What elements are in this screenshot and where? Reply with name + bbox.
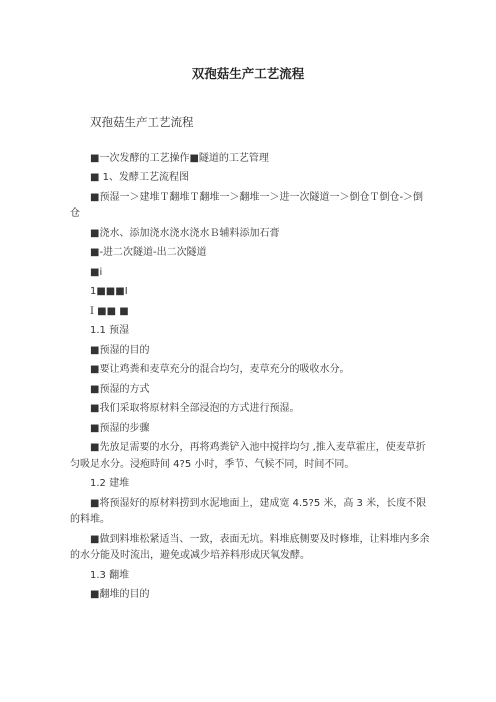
body-line: ■ 1、发酵工艺流程图 <box>90 172 189 183</box>
body-line: ■浇水、添加浇水浇水浇水Ｂ辅料添加石膏 <box>90 227 280 239</box>
body-line: ■预湿的方式 <box>90 383 150 395</box>
body-line: ■i <box>90 266 103 278</box>
body-paragraph: ■做到料堆松紧适当、一致，表面无坑。料堆底侧要及时修堆，让料堆内多余的水分能及时流出，避免或减少培养料形成厌氧发酵。 <box>70 533 430 561</box>
body-line: I ■■ ■ <box>90 305 129 317</box>
body-line: 1■■■I <box>90 286 128 297</box>
page-title: 双孢菇生产工艺流程 <box>191 66 305 81</box>
section-heading: 1.1 预湿 <box>90 325 130 336</box>
section-heading: 1.3 翻堆 <box>90 569 130 581</box>
body-line: ■预湿的目的 <box>90 344 150 356</box>
body-line: ■翻堆的目的 <box>90 589 150 600</box>
body-line: ■预湿一＞建堆Ｔ翻堆Ｔ翻堆一＞翻堆一＞进一次隧道一＞倒仓Ｔ倒仓-＞倒仓 <box>70 191 424 219</box>
body-paragraph: ■将预湿好的原材料捞到水泥地面上，建成宽 4.5?5 米，高 3 米，长度不限的料堆。 <box>70 497 427 525</box>
body-line: ■要让鸡粪和麦草充分的混合均匀，麦草充分的吸收水分。 <box>90 364 350 375</box>
body-line: ■我们采取将原材料全部浸泡的方式进行预湿。 <box>90 403 300 414</box>
document-body <box>70 114 432 604</box>
body-line: ■一次发酵的工艺操作■隧道的工艺管理 <box>90 152 269 164</box>
section-heading: 1.2 建堆 <box>90 478 130 489</box>
body-line: ■预湿的步骤 <box>90 422 150 434</box>
body-line: ■-进二次隧道-出二次隧道 <box>90 247 207 258</box>
body-paragraph: ■先放足需要的水分，再将鸡粪铲入池中搅拌均匀 ,推入麦草霍庄，使麦草折匀吸足水分。浸疱時间 4?5 小时，季节、气候不同，时间不同。 <box>70 442 426 470</box>
document-subtitle: 双孢菇生产工艺流程 <box>90 115 194 129</box>
